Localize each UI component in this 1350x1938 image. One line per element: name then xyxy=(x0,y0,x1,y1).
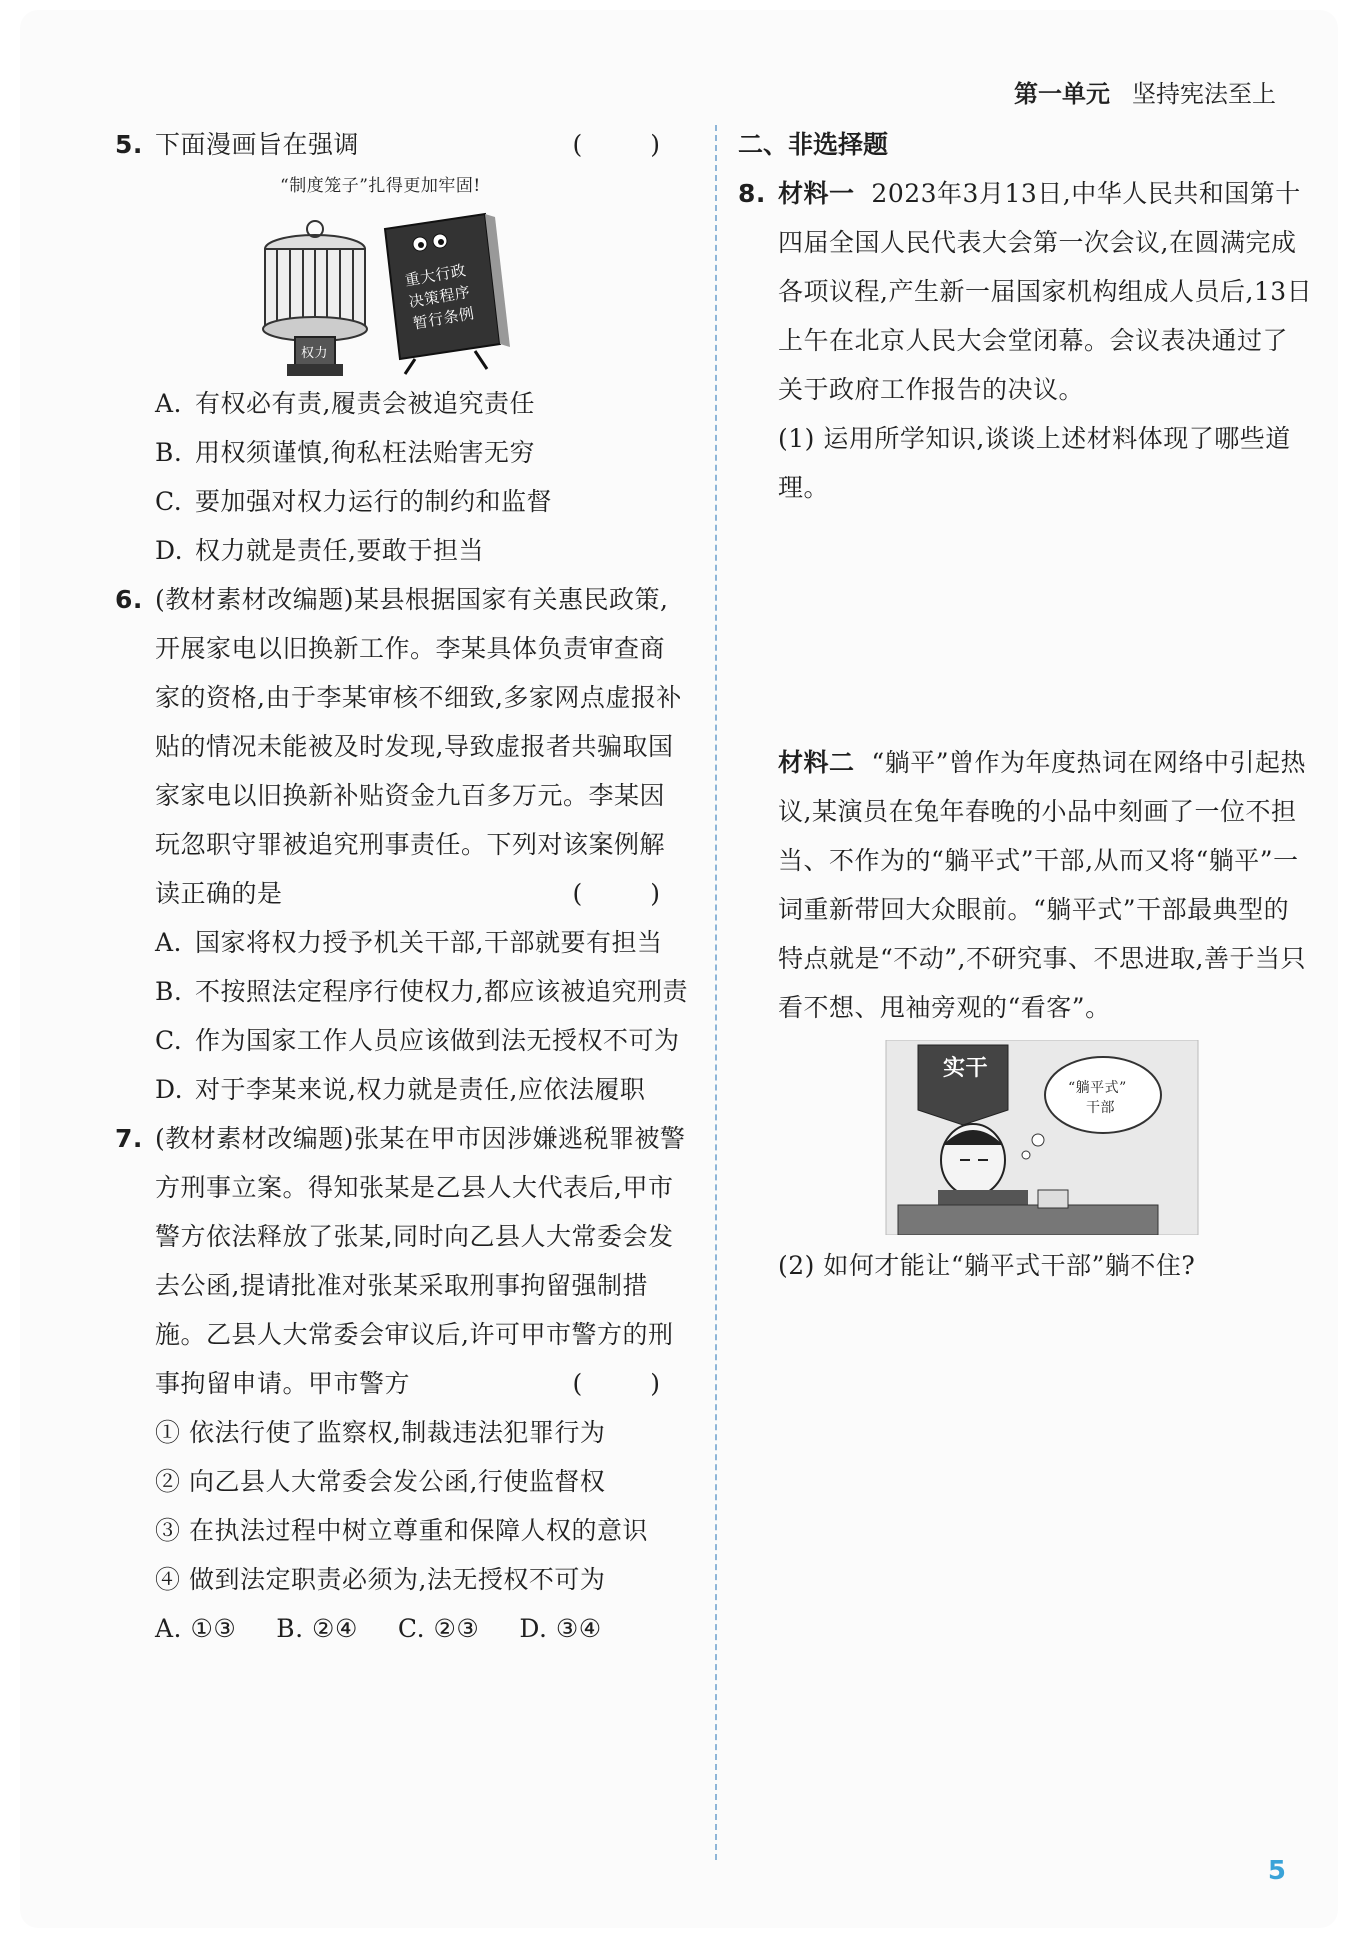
answer-blank[interactable]: ( ) xyxy=(572,130,690,159)
choices xyxy=(115,1604,690,1653)
option-c[interactable]: C. 作为国家工作人员应该做到法无授权不可为 xyxy=(155,1026,680,1055)
left-column xyxy=(115,120,690,1653)
option-b[interactable]: B. 用权须谨慎,徇私枉法贻害无穷 xyxy=(155,438,535,467)
option-b[interactable]: B. 不按照法定程序行使权力,都应该被追究刑责 xyxy=(155,977,688,1006)
sub-question-1: (1) 运用所学知识,谈谈上述材料体现了哪些道理。 xyxy=(778,424,1291,502)
material-2-text: “躺平”曾作为年度热词在网络中引起热议,某演员在兔年春晚的小品中刻画了一位不担当、不作为的“躺平式”干部,从而又将“躺平”一词重新带回大众眼前。“躺平式”干部最典型的特点就是“不动”,不研究事、不思进取,善于当只看不想、甩袖旁观的“看客”。 xyxy=(778,748,1306,1022)
book-line-1: 重大行政 xyxy=(403,261,468,290)
question-8 xyxy=(738,169,1313,1710)
page-header xyxy=(1014,74,1276,109)
question-6 xyxy=(115,575,690,1114)
statement-4: ④ 做到法定职责必须为,法无授权不可为 xyxy=(155,1565,606,1594)
choice-c[interactable]: C. ②③ xyxy=(397,1614,480,1643)
right-column xyxy=(738,120,1313,1710)
banner-text: 实干 xyxy=(943,1056,989,1081)
option-c[interactable]: C. 要加强对权力运行的制约和监督 xyxy=(155,487,553,516)
question-stem: 下面漫画旨在强调 xyxy=(155,130,360,159)
answer-space-2[interactable] xyxy=(738,1290,1313,1710)
choice-a[interactable]: A. ①③ xyxy=(155,1614,237,1643)
answer-blank[interactable]: ( ) xyxy=(572,1369,690,1398)
option-d[interactable]: D. 对于李某来说,权力就是责任,应依法履职 xyxy=(155,1075,646,1104)
question-number: 7. xyxy=(115,1124,143,1153)
option-a[interactable]: A. 国家将权力授予机关干部,干部就要有担当 xyxy=(155,928,663,957)
sub-question-2: (2) 如何才能让“躺平式干部”躺不住? xyxy=(778,1251,1196,1280)
book-line-2: 决策程序 xyxy=(407,282,472,312)
unit-title: 坚持宪法至上 xyxy=(1132,80,1276,108)
question-5 xyxy=(115,120,690,575)
choice-b[interactable]: B. ②④ xyxy=(276,1614,358,1643)
material-1-label: 材料一 xyxy=(778,179,855,208)
option-d[interactable]: D. 权力就是责任,要敢于担当 xyxy=(155,536,484,565)
statement-3: ③ 在执法过程中树立尊重和保障人权的意识 xyxy=(155,1516,648,1545)
question-number: 5. xyxy=(115,130,143,159)
section-title: 二、非选择题 xyxy=(738,130,889,159)
statement-2: ② 向乙县人大常委会发公函,行使监督权 xyxy=(155,1467,606,1496)
cartoon-caption: “制度笼子”扎得更加牢固! xyxy=(280,176,481,196)
cage-base-label: 权力 xyxy=(301,346,329,361)
page-number: 5 xyxy=(1267,1856,1286,1886)
page xyxy=(20,10,1338,1928)
banner-icon xyxy=(918,1045,1008,1125)
material-1-text: 2023年3月13日,中华人民共和国第十四届全国人民代表大会第一次会议,在圆满完成各项议程,产生新一届国家机构组成人员后,13日上午在北京人民大会堂闭幕。会议表决通过了关于政府工作报告的决议。 xyxy=(778,179,1313,404)
question-number: 6. xyxy=(115,585,143,614)
cage-cartoon xyxy=(115,169,690,379)
question-stem: (教材素材改编题)张某在甲市因涉嫌逃税罪被警方刑事立案。得知张某是乙县人大代表后,甲市警方依法释放了张某,同时向乙县人大常委会发去公函,提请批准对张某采取刑事拘留强制措施。乙县人大常委会审议后,许可甲市警方的刑事拘留申请。甲市警方 xyxy=(155,1124,686,1398)
statement-1: ① 依法行使了监察权,制裁违法犯罪行为 xyxy=(155,1418,606,1447)
regulation-book-icon xyxy=(385,214,510,374)
option-a[interactable]: A. 有权必有责,履责会被追究责任 xyxy=(155,389,535,418)
answer-blank[interactable]: ( ) xyxy=(572,879,690,908)
options xyxy=(115,379,690,575)
column-divider xyxy=(715,125,717,1860)
unit-label: 第一单元 xyxy=(1014,80,1110,108)
lying-flat-cartoon xyxy=(738,1040,1313,1235)
bubble-line-2: 干部 xyxy=(1086,1100,1115,1116)
options xyxy=(115,918,690,1114)
choice-d[interactable]: D. ③④ xyxy=(519,1614,602,1643)
answer-space-1[interactable] xyxy=(738,512,1313,738)
bird-cage-icon xyxy=(263,221,367,376)
question-7 xyxy=(115,1114,690,1653)
book-line-3: 暂行条例 xyxy=(411,304,476,333)
bubble-line-1: “躺平式” xyxy=(1068,1080,1127,1096)
question-stem: (教材素材改编题)某县根据国家有关惠民政策,开展家电以旧换新工作。李某具体负责审查商家的资格,由于李某审核不细致,多家网点虚报补贴的情况未能被及时发现,导致虚报者共骗取国家家电以旧换新补贴资金九百多万元。李某因玩忽职守罪被追究刑事责任。下列对该案例解读正确的是 xyxy=(155,585,682,908)
question-number: 8. xyxy=(738,179,766,208)
material-2-label: 材料二 xyxy=(778,748,855,777)
